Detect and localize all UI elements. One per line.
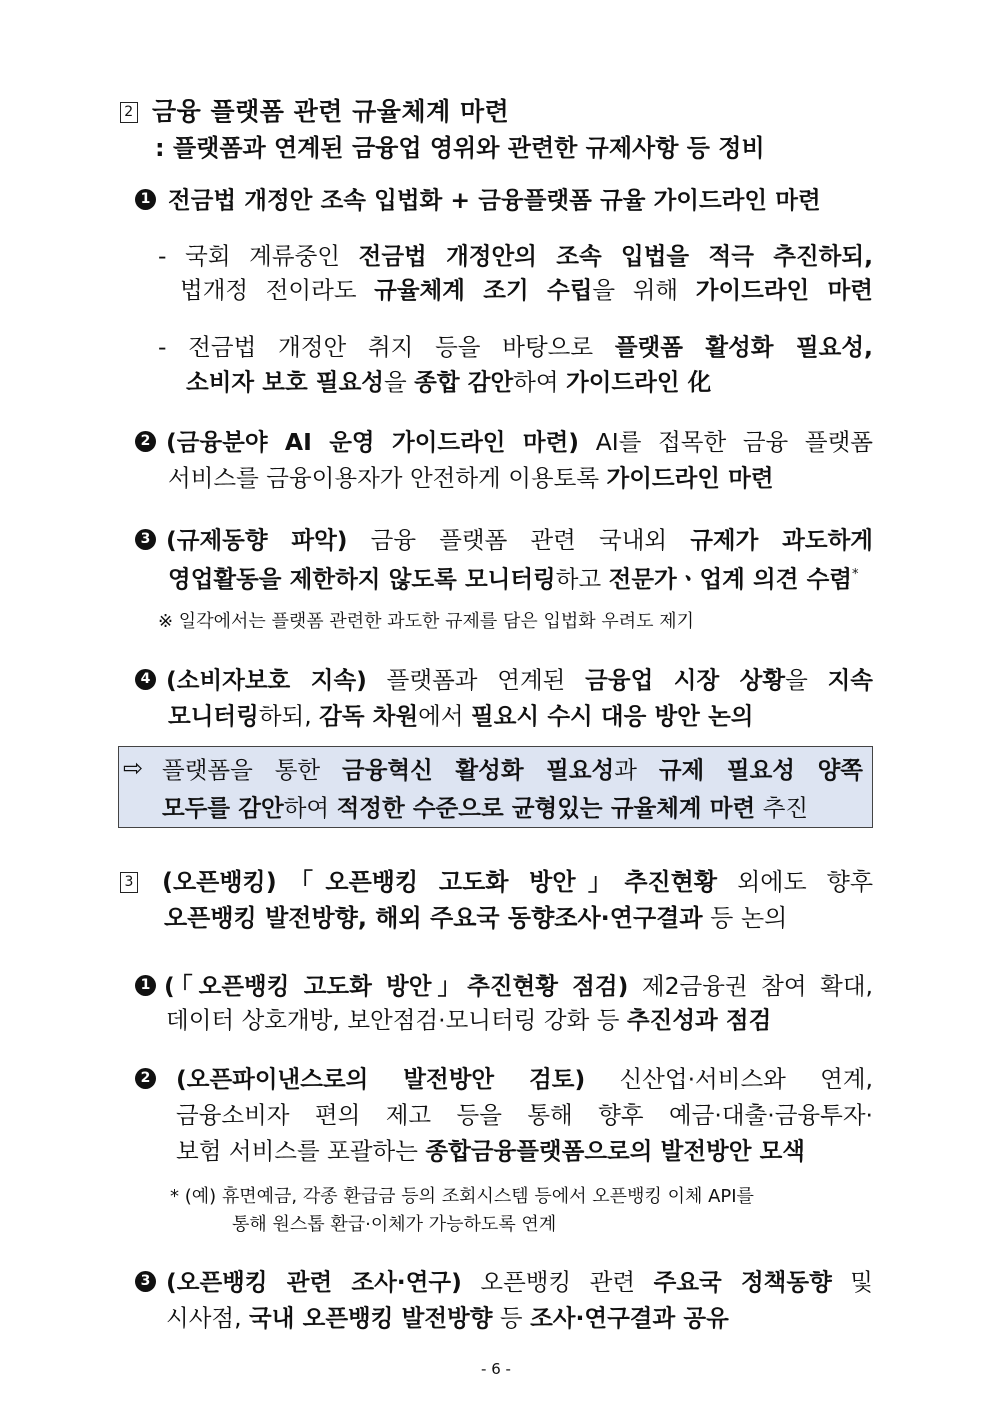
item-1-dash-1-line-1: - 국회 계류중인 전금법 개정안의 조속 입법을 적극 추진하되, — [158, 242, 873, 270]
s3-item-2-note-line-2: 통해 원스톱 환급·이체가 가능하도록 연계 — [232, 1214, 557, 1235]
s3-item-1-line-1: (「오픈뱅킹 고도화 방안」추진현황 점검) 제2금융권 참여 확대, — [164, 972, 873, 1000]
item-4-line-1: (소비자보호 지속) 플랫폼과 연계된 금융업 시장 상황을 지속 — [166, 666, 873, 694]
arrow-icon: ⇨ — [123, 754, 144, 782]
s3-item-2-note-line-1: * (예) 휴면예금, 각종 환급금 등의 조회시스템 등에서 오픈뱅킹 이체 API를 — [170, 1186, 754, 1207]
s3-bullet-number-3: 3 — [135, 1271, 156, 1292]
section-2-title: 금융 플랫폼 관련 규율체계 마련 — [152, 97, 510, 126]
section-number-box: 2 — [120, 102, 138, 123]
s3-bullet-number-1: 1 — [135, 975, 156, 996]
summary-line-2: 모두를 감안하여 적정한 수준으로 균형있는 규율체계 마련 추진 — [162, 794, 809, 822]
item-1-dash-2-line-1: - 전금법 개정안 취지 등을 바탕으로 플랫폼 활성화 필요성, — [158, 333, 873, 361]
s3-bullet-number-2: 2 — [135, 1068, 156, 1089]
s3-item-3-line-2: 시사점, 국내 오픈뱅킹 발전방향 등 조사·연구결과 공유 — [166, 1304, 729, 1332]
page-number: - 6 - — [481, 1360, 511, 1378]
bullet-number-2: 2 — [135, 431, 156, 452]
bullet-number-4: 4 — [135, 669, 156, 690]
bullet-number-3: 3 — [135, 529, 156, 550]
item-3-line-2: 영업활동을 제한하지 않도록 모니터링하고 전문가ㆍ업계 의견 수렴* — [168, 564, 859, 593]
section-3-line-1: (오픈뱅킹)「오픈뱅킹 고도화 방안」추진현황 외에도 향후 — [162, 868, 873, 896]
item-3-note: ※ 일각에서는 플랫폼 관련한 과도한 규제를 담은 입법화 우려도 제기 — [158, 611, 695, 632]
item-1-heading: 전금법 개정안 조속 입법화 + 금융플랫폼 규율 가이드라인 마련 — [168, 186, 821, 214]
item-1-dash-2-line-2: 소비자 보호 필요성을 종합 감안하여 가이드라인 化 — [186, 368, 712, 396]
item-2-line-2: 서비스를 금융이용자가 안전하게 이용토록 가이드라인 마련 — [168, 464, 774, 492]
bullet-number-1: 1 — [135, 189, 156, 210]
s3-item-2-line-2: 금융소비자 편의 제고 등을 통해 향후 예금·대출·금융투자· — [176, 1101, 873, 1129]
s3-item-2-line-3: 보험 서비스를 포괄하는 종합금융플랫폼으로의 발전방안 모색 — [176, 1137, 806, 1165]
item-4-line-2: 모니터링하되, 감독 차원에서 필요시 수시 대응 방안 논의 — [168, 702, 754, 730]
item-3-line-1: (규제동향 파악) 금융 플랫폼 관련 국내외 규제가 과도하게 — [166, 526, 873, 554]
section-3-number: 3 — [120, 872, 152, 894]
item-1-dash-1-line-2: 법개정 전이라도 규율체계 조기 수립을 위해 가이드라인 마련 — [180, 276, 873, 304]
summary-line-1: 플랫폼을 통한 금융혁신 활성화 필요성과 규제 필요성 양쪽 — [162, 756, 863, 784]
section-3-line-2: 오픈뱅킹 발전방향, 해외 주요국 동향조사·연구결과 등 논의 — [164, 904, 788, 932]
item-2-line-1: (금융분야 AI 운영 가이드라인 마련) AI를 접목한 금융 플랫폼 — [166, 428, 873, 456]
s3-item-1-line-2: 데이터 상호개방, 보안점검·모니터링 강화 등 추진성과 점검 — [166, 1006, 772, 1034]
section-2-heading — [120, 92, 509, 128]
s3-item-3-line-1: (오픈뱅킹 관련 조사·연구) 오픈뱅킹 관련 주요국 정책동향 및 — [166, 1268, 873, 1296]
s3-item-2-line-1: (오픈파이낸스로의 발전방안 검토) 신산업·서비스와 연계, — [176, 1065, 873, 1093]
section-2-subtitle: : 플랫폼과 연계된 금융업 영위와 관련한 규제사항 등 정비 — [155, 134, 765, 162]
